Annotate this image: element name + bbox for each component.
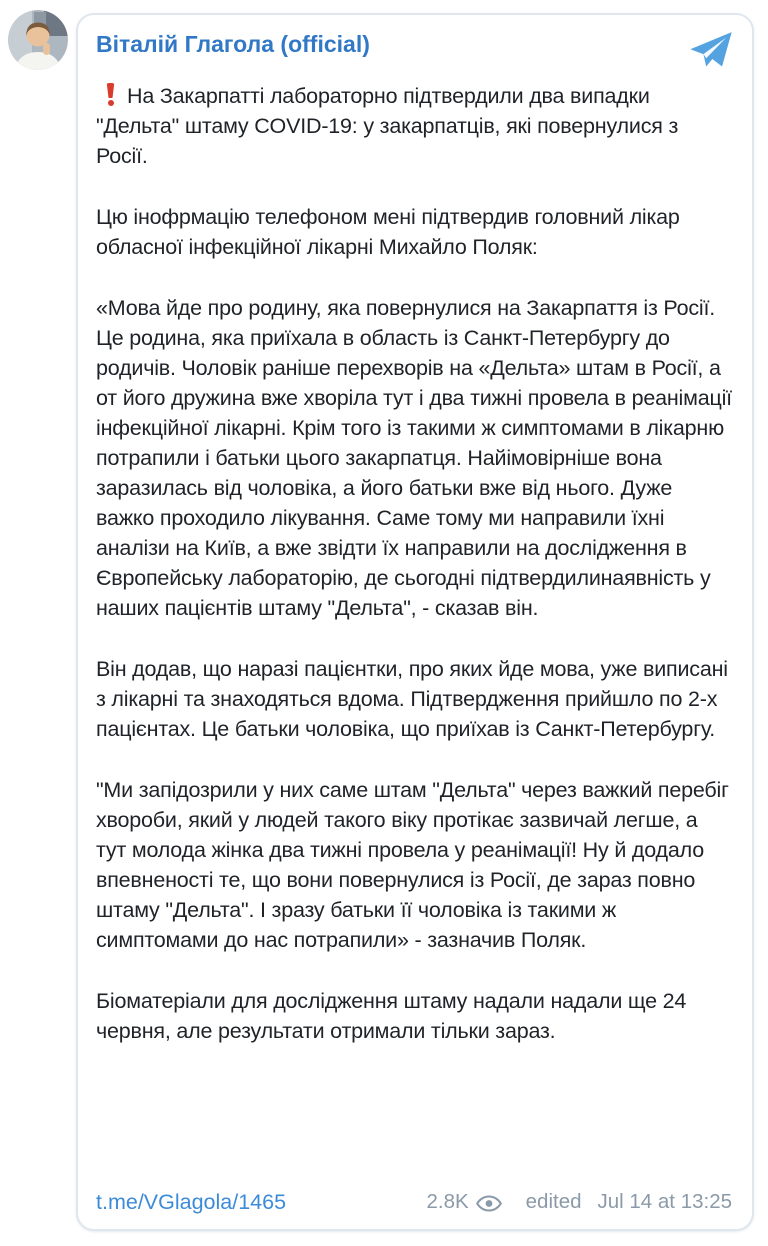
- red-exclamation-icon: [105, 83, 116, 106]
- views-count: 2.8K: [426, 1190, 469, 1213]
- post-footer: [96, 1187, 732, 1217]
- message-text: [96, 81, 732, 1183]
- paragraph: [96, 81, 732, 171]
- paragraph: Біоматеріали для дослідження штаму надали надали ще 24 червня, але результати отримали тільки зараз.: [96, 989, 687, 1043]
- paragraph: Цю інофрмацію телефоном мені підтвердив головний лікар обласної інфекційної лікарні Михайло Поляк:: [96, 205, 680, 259]
- post-meta: [426, 1187, 732, 1217]
- timestamp[interactable]: Jul 14 at 13:25: [597, 1190, 732, 1213]
- paragraph: «Мова йде про родину, яка повернулися на Закарпаття із Росії. Це родина, яка приїхала в область із Санкт-Петербургу до родичів. Чоловік раніше перехворів на «Дельта» штам в Росії, а от його дружина вже хворіла тут і два тижні провела в реанімації інфекційної лікарні. Крім того із такими ж симптомами в лікарню потрапили і батьки цього закарпатця. Найімовірніше вона заразилась від чоловіка, а його батьки вже від нього. Дуже важко проходило лікування. Саме тому ми направили їхні аналізи на Київ, а вже звідти їх направили на дослідження в Європейську лабораторію, де сьогодні підтвердилинаявність у наших пацієнтів штаму "Дельта", - сказав він.: [96, 296, 732, 620]
- eye-icon: [476, 1195, 502, 1212]
- telegram-plane-icon[interactable]: [688, 30, 734, 75]
- post-link[interactable]: t.me/VGlagola/1465: [96, 1190, 287, 1214]
- paragraph-text: На Закарпатті лабораторно підтвердили два випадки "Дельта" штаму COVID-19: у закарпатців, які повернулися з Росії.: [96, 84, 679, 168]
- edited-label: edited: [525, 1190, 582, 1213]
- paragraph: Він додав, що наразі пацієнтки, про яких йде мова, уже виписані з лікарні та знаходяться вдома. Підтвердження прийшло по 2-х пацієнтах. Це батьки чоловіка, що приїхав із Санкт-Петербургу.: [96, 657, 728, 741]
- avatar[interactable]: [8, 10, 68, 70]
- paragraph: "Ми запідозрили у них саме штам "Дельта" через важкий перебіг хвороби, який у людей такого віку протікає зазвичай легше, а тут молода жінка два тижні провела у реанімації! Ну й додало впевненості те, що вони повернулися із Росії, де зараз повно штаму "Дельта". І зразу батьки її чоловіка із такими ж симптомами до нас потрапили» - зазначив Поляк.: [96, 778, 729, 952]
- avatar-photo-icon: [8, 10, 68, 70]
- post-card: [76, 13, 754, 1231]
- channel-name[interactable]: Віталій Глагола (official): [96, 31, 370, 57]
- post-header: [96, 29, 732, 75]
